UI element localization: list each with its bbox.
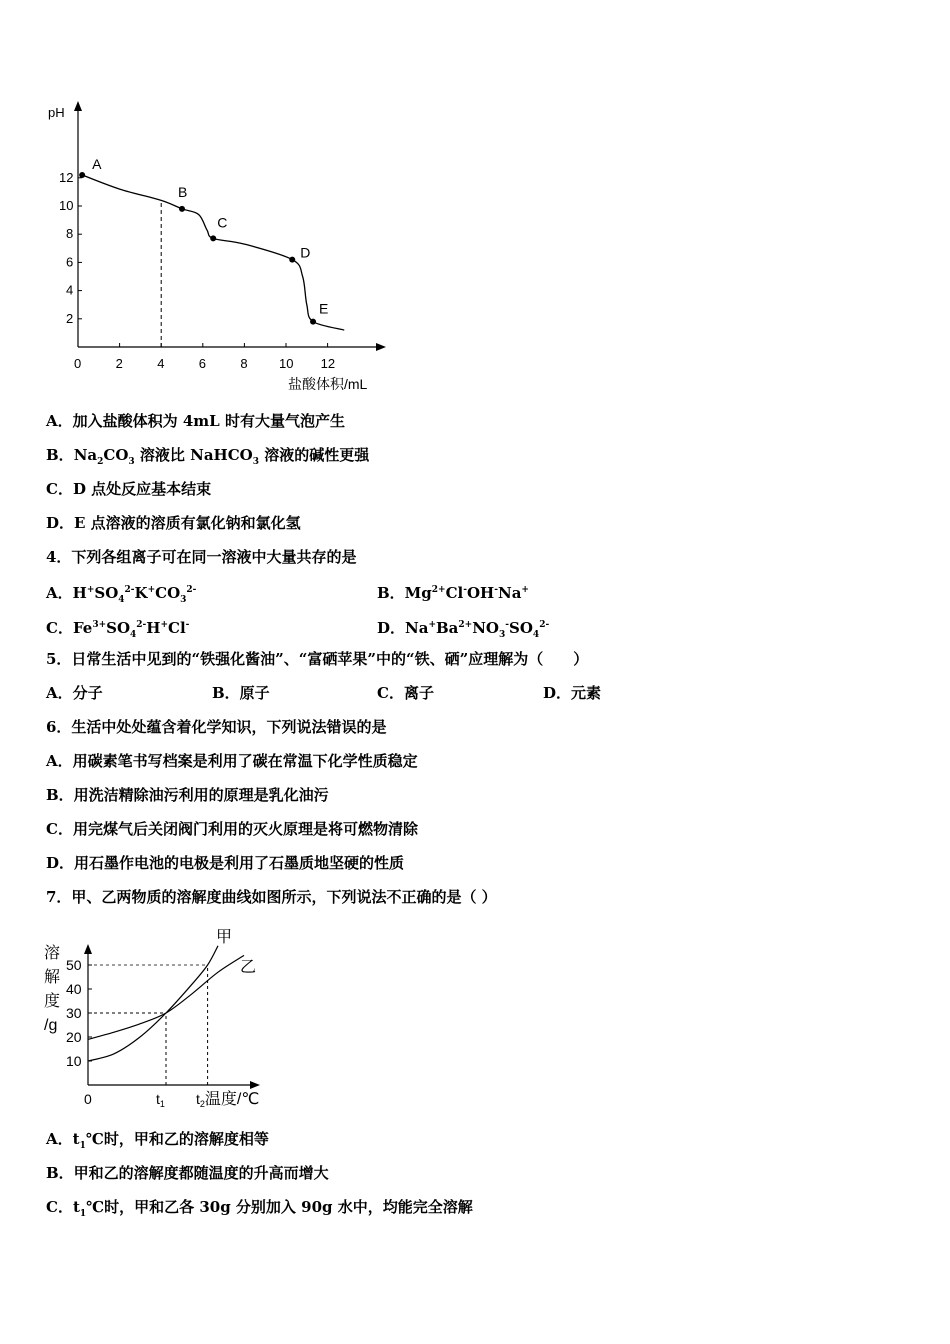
ph-point-label-c: C <box>217 214 228 231</box>
ph-chart-axes <box>74 101 386 351</box>
ph-x-tick-label: 6 <box>198 356 207 371</box>
ph-titration-chart <box>40 95 400 395</box>
ph-point-label-b: B <box>178 183 188 200</box>
sol-y-tick-label: 20 <box>66 1029 82 1045</box>
sol-curve-yi <box>88 955 244 1039</box>
q5-option-b: B．原子 <box>212 684 270 702</box>
q7-option-c: C．$t_1℃$时，甲和乙各 30g 分别加入 90g 水中，均能完全溶解 <box>46 1198 473 1219</box>
ph-x-tick-label: 8 <box>240 356 248 371</box>
q7-stem: 7．甲、乙两物质的溶解度曲线如图所示，下列说法不正确的是（ ） <box>46 888 497 906</box>
ph-chart-ticks <box>59 170 335 371</box>
q4-option-b: B．$Mg^{2+}Cl^-OH^-Na^+$ <box>377 584 529 602</box>
ph-xlabel: 盐酸体积/mL <box>288 376 368 392</box>
sol-y-tick-label: 30 <box>66 1005 82 1021</box>
ph-point-label-a: A <box>92 155 102 172</box>
sol-x-arrow <box>250 1081 260 1089</box>
sol-chart-axes <box>84 944 260 1089</box>
ph-y-tick-label: 12 <box>59 169 74 185</box>
sol-ylabel-char: 解 <box>44 969 61 986</box>
q4-stem: 4．下列各组离子可在同一溶液中大量共存的是 <box>46 548 357 566</box>
ph-chart-points <box>79 156 328 325</box>
ph-x-tick-label: 2 <box>115 356 123 371</box>
q3-option-c: C．D 点处反应基本结束 <box>46 480 212 498</box>
sol-y-tick-label: 40 <box>66 981 82 997</box>
ph-point-b <box>179 206 185 212</box>
ph-x-tick-label: 0 <box>74 356 82 371</box>
ph-x-arrow <box>376 343 386 351</box>
sol-ylabel <box>44 944 60 1034</box>
q4-option-c: C．$Fe^{3+}SO_4^{2-}H^+Cl^-$ <box>46 619 190 640</box>
q5-option-c: C．离子 <box>377 684 434 702</box>
ph-point-c <box>210 235 216 241</box>
ph-point-d <box>289 257 295 263</box>
ph-x-tick-label: 12 <box>320 356 336 371</box>
ph-y-tick-label: 10 <box>59 198 74 213</box>
q6-option-d: D．用石墨作电池的电极是利用了石墨质地坚硬的性质 <box>46 854 405 872</box>
sol-y-tick-label: 10 <box>66 1053 82 1069</box>
sol-t1-label: $t_1$ <box>156 1091 165 1109</box>
sol-series-label-yi: 乙 <box>240 959 257 976</box>
q3-option-a: A．加入盐酸体积为 4mL 时有大量气泡产生 <box>46 412 345 430</box>
ph-y-tick-label: 6 <box>66 254 74 270</box>
q5-stem: 5．日常生活中见到的“铁强化酱油”、“富硒苹果”中的“铁、硒”应理解为（ ） <box>46 650 589 668</box>
q6-option-a: A．用碳素笔书写档案是利用了碳在常温下化学性质稳定 <box>46 752 418 770</box>
q5-option-a: A．分子 <box>46 684 103 702</box>
q6-stem: 6．生活中处处蕴含着化学知识，下列说法错误的是 <box>46 718 387 736</box>
ph-point-label-e: E <box>319 300 329 317</box>
ph-chart-curve <box>82 175 344 347</box>
sol-series-label-jia: 甲 <box>216 929 233 946</box>
ph-y-arrow <box>74 101 82 111</box>
ph-x-tick-label: 4 <box>157 356 165 371</box>
ph-point-a <box>79 172 85 178</box>
q5-option-d: D．元素 <box>543 684 602 702</box>
sol-t2-label: $t_2$温度/℃ <box>196 1091 260 1109</box>
q4-option-a: A．$H^+SO_4^{2-}K^+CO_3^{2-}$ <box>46 584 197 605</box>
sol-chart-curves <box>88 928 256 1085</box>
q4-option-d: D．$Na^+Ba^{2+}NO_3^-SO_4^{2-}$ <box>377 619 550 640</box>
q6-option-c: C．用完煤气后关闭阀门利用的灭火原理是将可燃物清除 <box>46 820 418 838</box>
q3-option-b: B．$Na_2CO_3$ 溶液比 NaHCO$_3$ 溶液的碱性更强 <box>46 446 370 467</box>
sol-y-arrow <box>84 944 92 954</box>
ph-y-tick-label: 4 <box>66 282 74 298</box>
ph-y-tick-label: 8 <box>66 226 74 242</box>
q7-option-a: A．$t_1℃$时，甲和乙的溶解度相等 <box>46 1130 269 1151</box>
ph-x-tick-label: 10 <box>279 356 294 371</box>
sol-ylabel-char: 溶 <box>44 945 61 962</box>
q6-option-b: B．用洗洁精除油污利用的原理是乳化油污 <box>46 786 329 804</box>
sol-curve-jia <box>88 946 218 1061</box>
ph-point-label-d: D <box>300 244 311 261</box>
ph-y-tick-label: 2 <box>66 310 74 326</box>
solubility-chart <box>40 920 280 1115</box>
q3-option-d: D．E 点溶液的溶质有氯化钠和氯化氢 <box>46 514 301 532</box>
ph-ylabel: pH <box>48 105 65 120</box>
ph-point-e <box>310 319 316 325</box>
q7-option-b: B．甲和乙的溶解度都随温度的升高而增大 <box>46 1164 329 1182</box>
sol-ylabel-char: 度 <box>44 993 61 1010</box>
sol-ylabel-char: /g <box>44 1017 58 1034</box>
sol-origin-label: 0 <box>84 1091 92 1107</box>
sol-y-tick-label: 50 <box>66 957 82 973</box>
